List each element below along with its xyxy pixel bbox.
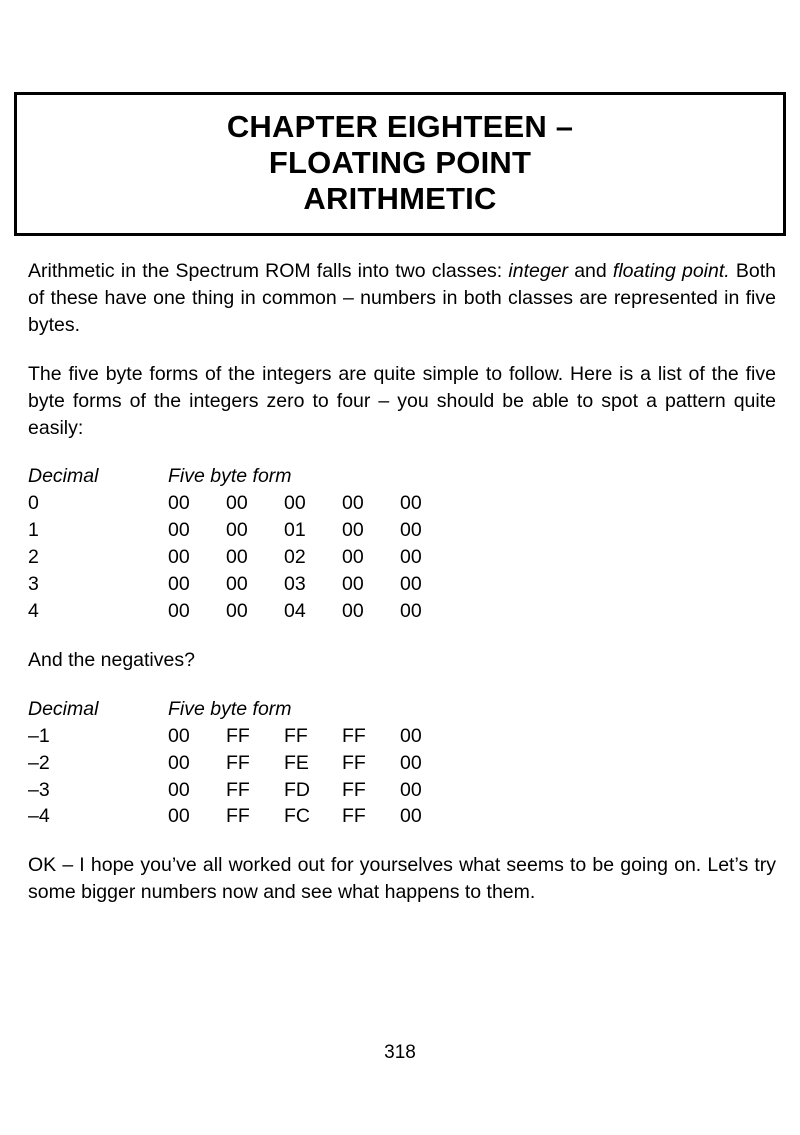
cell-byte-2: FF [226,751,250,774]
paragraph-closing: OK – I hope you’ve all worked out for yourselves what seems to be going on. Let’s try some bigger numbers now and see what happens to them. [28,854,776,904]
table-row [28,723,458,750]
table-row [28,803,458,830]
header-five-byte-form: Five byte form [168,697,292,720]
cell-byte-5: 00 [400,751,422,774]
table-row [28,571,458,598]
paragraph-intro-part-2: and [568,260,613,282]
cell-byte-3: 04 [284,599,306,622]
cell-byte-4: FF [342,778,366,801]
table-row [28,544,458,571]
cell-byte-2: 00 [226,519,248,542]
table-header-row [28,463,458,490]
cell-byte-5: 00 [400,724,422,747]
cell-decimal: –4 [28,805,50,828]
cell-byte-5: 00 [400,519,422,542]
header-decimal: Decimal [28,697,99,720]
cell-byte-5: 00 [400,546,422,569]
chapter-title-line-3: ARITHMETIC [303,180,497,216]
cell-byte-2: 00 [226,573,248,596]
cell-decimal: –1 [28,724,50,747]
chapter-title-line-2: FLOATING POINT [268,144,532,180]
cell-decimal: 2 [28,546,39,569]
cell-byte-5: 00 [400,599,422,622]
term-floating-point: floating point. [612,260,730,282]
table-row [28,517,458,544]
chapter-title-box [14,92,786,236]
cell-byte-2: 00 [226,492,248,515]
paragraph-negatives-question: And the negatives? [28,648,195,671]
cell-byte-3: 00 [284,492,306,515]
cell-byte-3: FC [284,805,310,828]
term-integer: integer [508,260,569,282]
table-header-row [28,696,458,723]
cell-byte-1: 00 [168,751,190,774]
cell-byte-1: 00 [168,778,190,801]
cell-byte-1: 00 [168,492,190,515]
cell-byte-3: 03 [284,573,306,596]
header-five-byte-form: Five byte form [168,465,292,488]
cell-byte-2: FF [226,805,250,828]
cell-byte-2: FF [226,778,250,801]
cell-byte-4: 00 [342,546,364,569]
paragraph-intro-part-1: Arithmetic in the Spectrum ROM falls into two classes: [28,260,509,282]
cell-byte-4: FF [342,724,366,747]
cell-byte-4: 00 [342,599,364,622]
cell-byte-2: 00 [226,546,248,569]
cell-byte-3: 01 [284,519,306,542]
positive-integers-table [28,463,458,624]
cell-byte-1: 00 [168,724,190,747]
cell-byte-4: 00 [342,492,364,515]
cell-byte-4: FF [342,805,366,828]
cell-byte-2: FF [226,724,250,747]
paragraph-five-byte-forms: The five byte forms of the integers are quite simple to follow. Here is a list of the five byte forms of the integers zero to four – you should be able to spot a pattern quite easily: [28,362,776,439]
cell-byte-3: FF [284,724,308,747]
page-number: 318 [384,1042,416,1063]
header-decimal: Decimal [28,465,99,488]
chapter-title-line-1: CHAPTER EIGHTEEN – [226,109,574,144]
cell-byte-3: 02 [284,546,306,569]
cell-byte-4: FF [342,751,366,774]
cell-byte-4: 00 [342,573,364,596]
table-row [28,598,458,625]
table-row [28,777,458,804]
cell-byte-2: 00 [226,599,248,622]
cell-byte-4: 00 [342,519,364,542]
cell-byte-1: 00 [168,805,190,828]
cell-decimal: 3 [28,573,39,596]
cell-byte-5: 00 [400,492,422,515]
cell-decimal: 0 [28,492,39,515]
paragraph-intro-part-3: Both of these have one thing in common – numbers in both classes are represented in five bytes. [28,260,776,336]
cell-byte-3: FE [284,751,309,774]
cell-byte-3: FD [284,778,310,801]
table-positive-integers [28,463,776,624]
negative-integers-table [28,696,458,831]
cell-byte-1: 00 [168,519,190,542]
cell-byte-5: 00 [400,573,422,596]
cell-decimal: –2 [28,751,50,774]
cell-byte-1: 00 [168,599,190,622]
cell-decimal: 4 [28,599,39,622]
cell-byte-1: 00 [168,546,190,569]
cell-byte-5: 00 [400,778,422,801]
paragraph-intro [28,258,776,339]
cell-decimal: 1 [28,519,39,542]
table-row [28,490,458,517]
body-content [28,258,776,928]
table-row [28,750,458,777]
table-negative-integers [28,696,776,831]
cell-decimal: –3 [28,778,50,801]
cell-byte-1: 00 [168,573,190,596]
cell-byte-5: 00 [400,805,422,828]
